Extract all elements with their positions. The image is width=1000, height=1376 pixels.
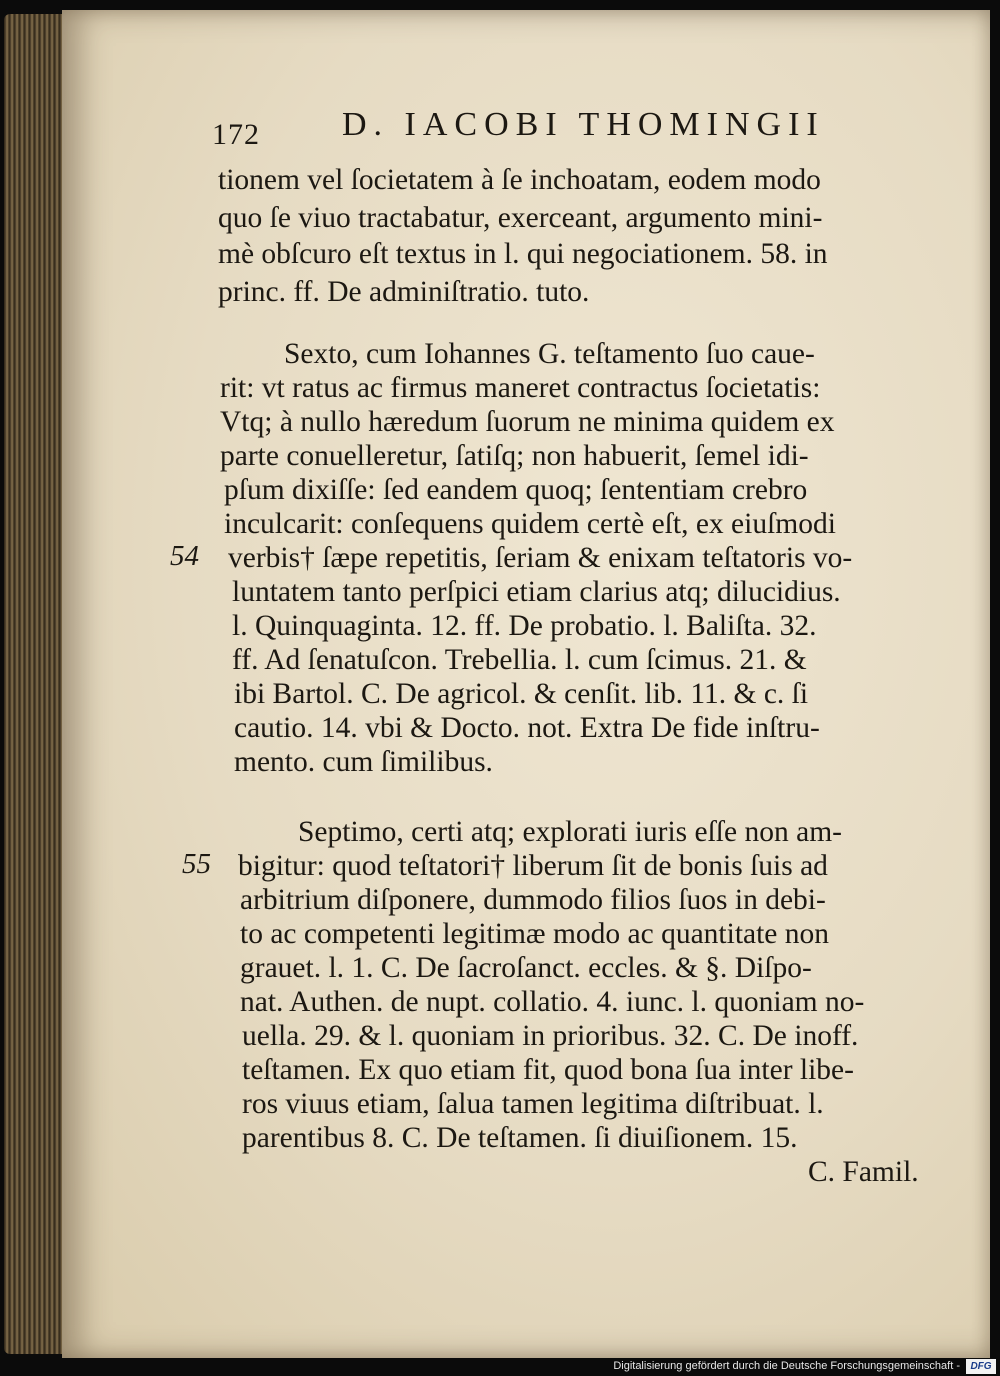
text-line: mento. cum ſimilibus. xyxy=(234,746,493,778)
text-line: ibi Bartol. C. De agricol. & cenſit. lib. 11. & c. ſi xyxy=(234,678,809,710)
paragraph-start-line: Sexto, cum Iohannes G. teſtamento ſuo caue- xyxy=(284,338,815,370)
page-header xyxy=(212,106,912,156)
page-number: 172 xyxy=(212,118,260,151)
text-line: luntatem tanto perſpici etiam clarius atq; dilucidius. xyxy=(232,576,841,608)
text-line: to ac competenti legitimæ modo ac quantitate non xyxy=(240,918,830,950)
text-line: verbis† ſæpe repetitis, ſeriam & enixam teſtatoris vo- xyxy=(228,542,853,574)
text-line: inculcarit: conſequens quidem certè eſt, ex eiuſmodi xyxy=(224,508,836,540)
text-line: Vtq; à nullo hæredum ſuorum ne minima quidem ex xyxy=(220,406,835,438)
text-line: quo ſe viuo tractabatur, exerceant, argumento mini- xyxy=(218,202,823,234)
text-line: parte conuelleretur, ſatiſq; non habuerit, ſemel idi- xyxy=(220,440,809,472)
catchword: C. Famil. xyxy=(808,1156,919,1188)
text-line: teſtamen. Ex quo etiam fit, quod bona ſua inter libe- xyxy=(242,1054,854,1086)
text-line: grauet. l. 1. C. De ſacroſanct. eccles. & §. Diſpo- xyxy=(240,952,812,984)
book-page xyxy=(62,10,990,1358)
text-line: ros viuus etiam, ſalua tamen legitima diſtribuat. l. xyxy=(242,1088,824,1120)
text-line: l. Quinquaginta. 12. ff. De probatio. l. Baliſta. 32. xyxy=(232,610,817,642)
text-line: bigitur: quod teſtatori† liberum ſit de bonis ſuis ad xyxy=(238,850,828,882)
text-line: princ. ff. De adminiſtratio. tuto. xyxy=(218,276,590,308)
margin-note-number: 55 xyxy=(182,848,211,880)
text-line: nat. Authen. de nupt. collatio. 4. iunc. l. quoniam no- xyxy=(240,986,865,1018)
text-line: ff. Ad ſenatuſcon. Trebellia. l. cum ſcimus. 21. & xyxy=(232,644,807,676)
margin-note-number: 54 xyxy=(170,540,199,572)
footer-note: Digitalisierung gefördert durch die Deutsche Forschungsgemeinschaft - xyxy=(613,1360,960,1372)
text-line: rit: vt ratus ac firmus maneret contractus ſocietatis: xyxy=(220,372,821,404)
digitization-footer xyxy=(0,1358,1000,1376)
text-line: tionem vel ſocietatem à ſe inchoatam, eodem modo xyxy=(218,164,821,196)
paragraph-start-line: Septimo, certi atq; explorati iuris eſſe non am- xyxy=(298,816,842,848)
text-line: uella. 29. & l. quoniam in prioribus. 32. C. De inoff. xyxy=(242,1020,859,1052)
text-line: parentibus 8. C. De teſtamen. ſi diuiſionem. 15. xyxy=(242,1122,798,1154)
text-line: arbitrium diſponere, dummodo filios ſuos in debi- xyxy=(240,884,826,916)
dfg-logo: DFG xyxy=(966,1359,996,1374)
text-line: pſum dixiſſe: ſed eandem quoq; ſententiam crebro xyxy=(224,474,808,506)
running-title: D. IACOBI THOMINGII xyxy=(342,106,825,143)
text-line: cautio. 14. vbi & Docto. not. Extra De fide inſtru- xyxy=(234,712,820,744)
text-line: mè obſcuro eſt textus in l. qui negociationem. 58. in xyxy=(218,238,828,270)
